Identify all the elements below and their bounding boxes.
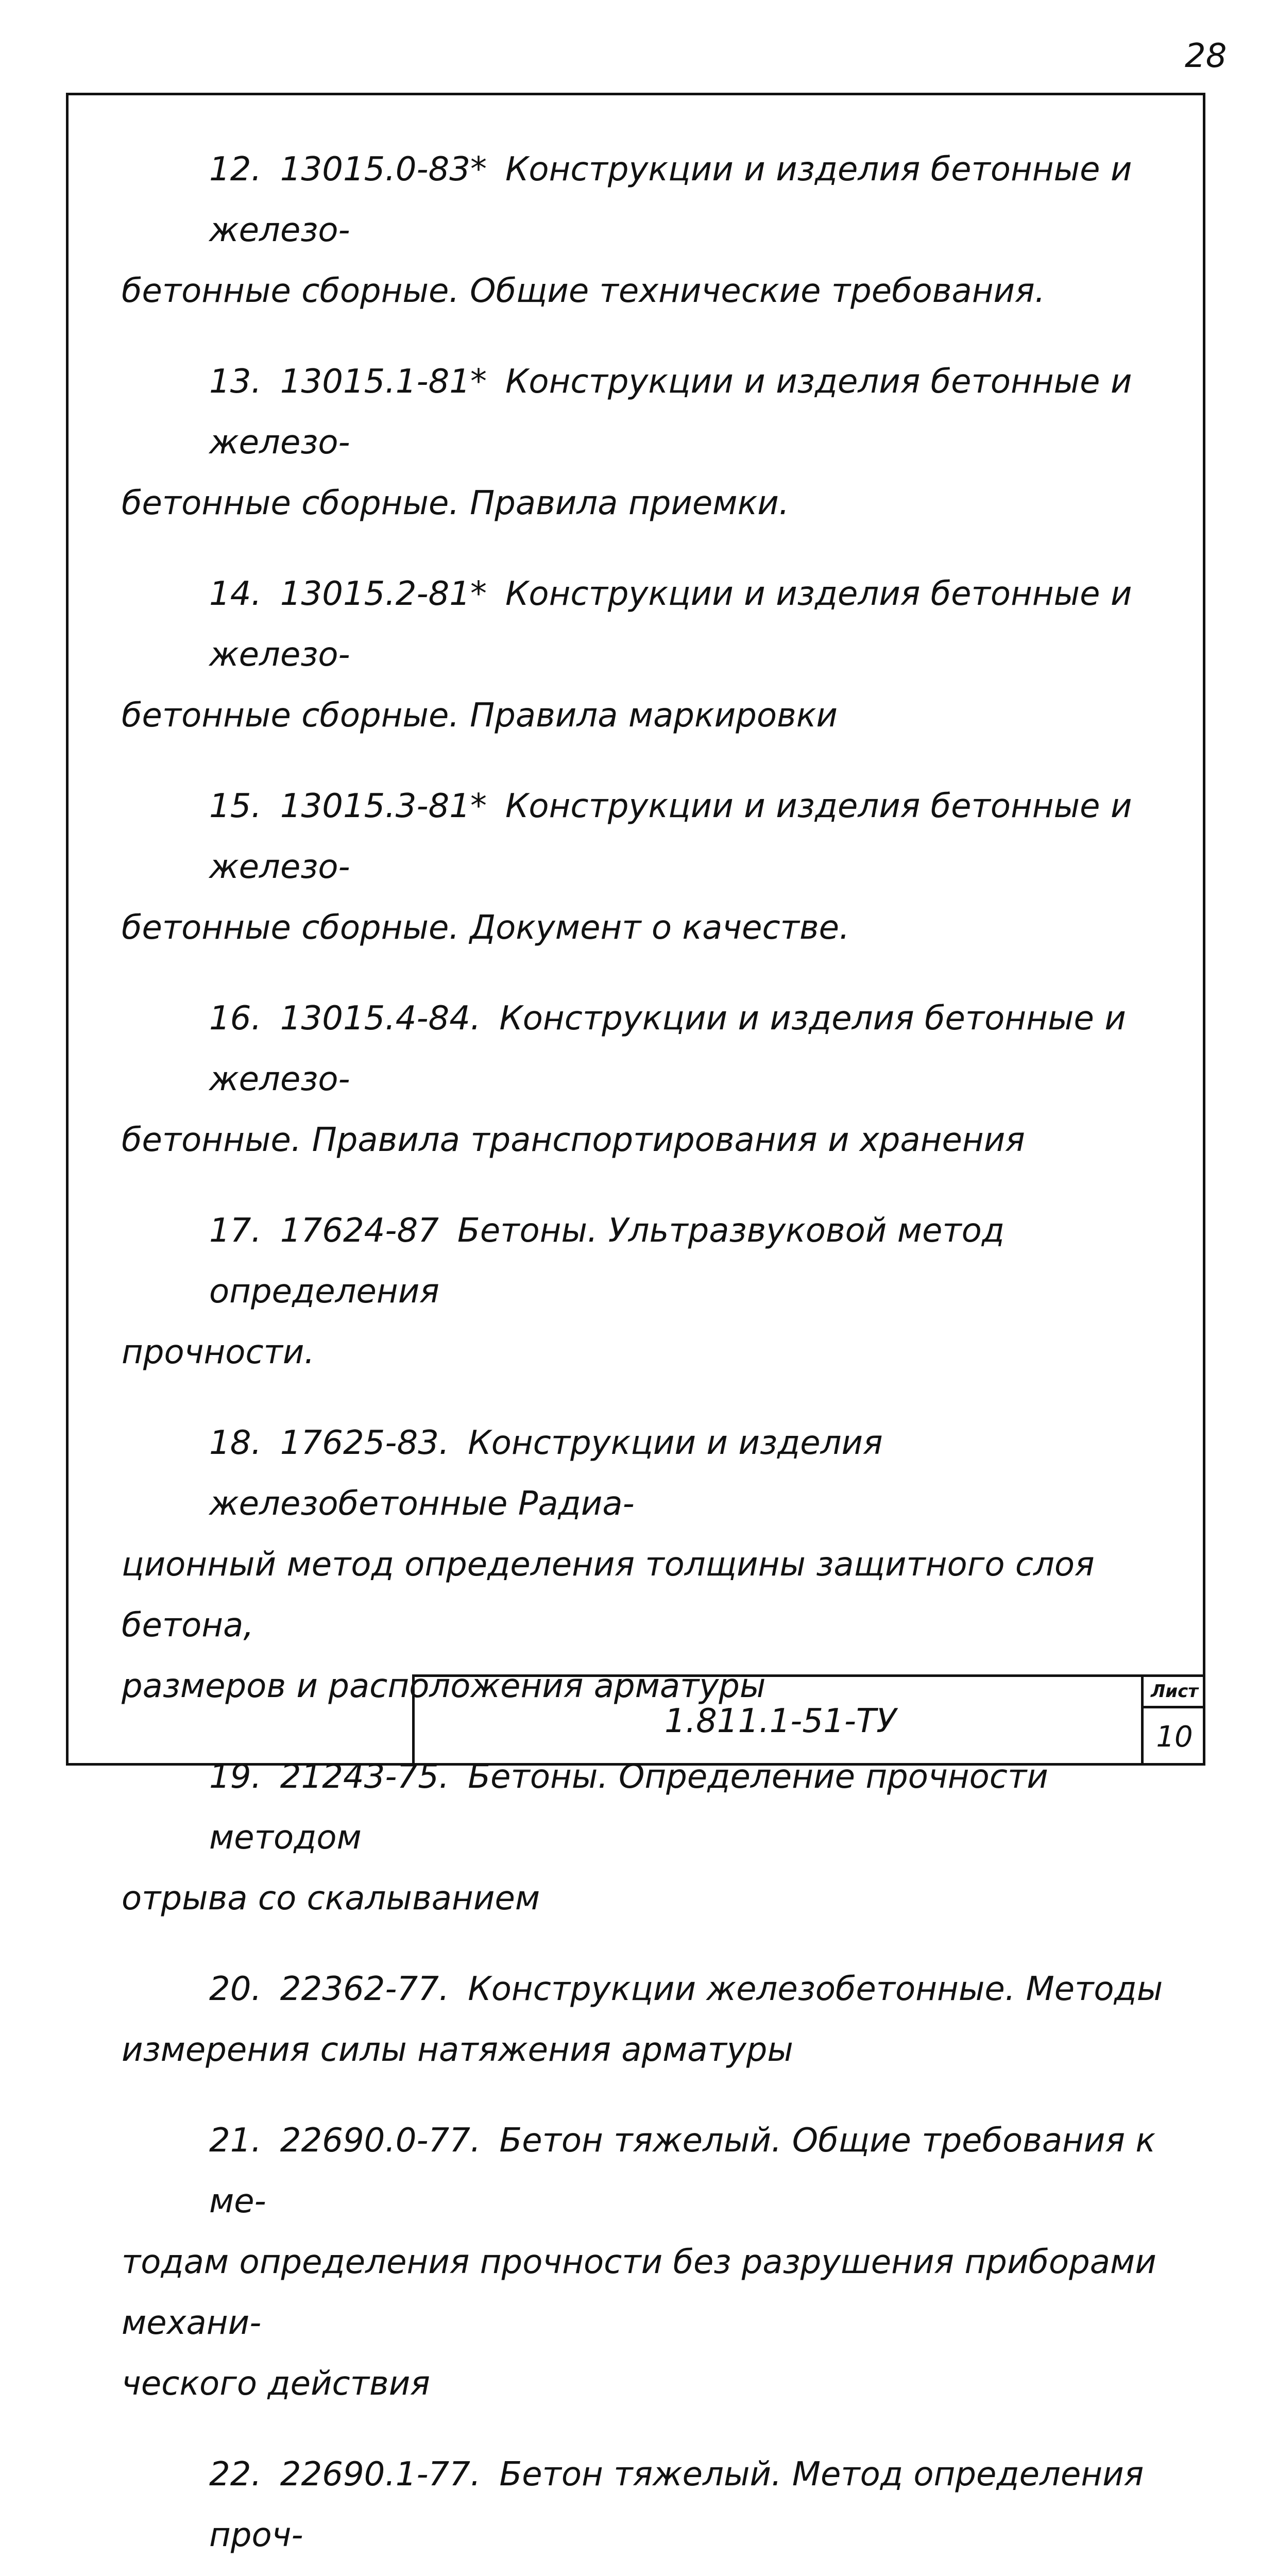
standards-list	[122, 139, 1178, 2576]
item-text: Конструкции и изделия бетонные и железо-	[209, 150, 1132, 249]
item-text: Конструкции и изделия бетонные и железо-	[209, 787, 1132, 886]
page-number: 28	[1185, 37, 1227, 75]
item-text: размеров и расположения арматуры	[122, 1667, 766, 1705]
title-block	[412, 1674, 1205, 1766]
item-text: Конструкции и изделия бетонные и железо-	[209, 999, 1126, 1098]
list-item	[122, 351, 1178, 534]
item-text: Бетоны. Ультразвуковой метод определения	[209, 1212, 1005, 1311]
list-item	[122, 1200, 1178, 1383]
item-text: ческого действия	[122, 2365, 430, 2403]
item-text: Конструкции железобетонные. Методы	[468, 1970, 1163, 2008]
standard-code: 22690.1-77.	[280, 2455, 481, 2494]
item-number: 20.	[209, 1970, 262, 2008]
item-text	[122, 2566, 1178, 2576]
document-code: 1.811.1-51-ТУ	[665, 1702, 896, 1740]
item-text: измерения силы натяжения арматуры	[122, 2031, 793, 2069]
item-number: 14.	[209, 575, 262, 613]
item-number: 16.	[209, 999, 262, 1038]
list-item	[122, 2444, 1178, 2576]
standard-code: 13015.3-81*	[280, 787, 487, 825]
standard-code: 17624-87	[280, 1212, 439, 1250]
list-item	[122, 776, 1178, 958]
item-text: Конструкции и изделия бетонные и железо-	[209, 575, 1132, 674]
sheet-number: 10	[1156, 1720, 1193, 1754]
list-item	[122, 139, 1178, 321]
item-text: Бетон тяжелый. Метод определения проч-	[209, 2455, 1144, 2554]
sheet-label: Лист	[1144, 1677, 1205, 1708]
item-number: 22.	[209, 2455, 262, 2494]
item-text: ционный метод определения толщины защитного слоя бетона,	[122, 1546, 1095, 1645]
item-text: бетонные сборные. Документ о качестве.	[122, 909, 850, 947]
item-text: отрыва со скалыванием	[122, 1879, 540, 1918]
standard-code: 13015.2-81*	[280, 575, 487, 613]
item-text: Бетоны. Определение прочности методом	[209, 1758, 1048, 1857]
standard-code: 13015.4-84.	[280, 999, 481, 1038]
item-text: тодам определения прочности без разрушения приборами механи-	[122, 2243, 1156, 2342]
item-text: бетонные сборные. Правила маркировки	[122, 697, 838, 735]
standard-code: 13015.0-83*	[280, 150, 487, 189]
list-item	[122, 1413, 1178, 1717]
item-number: 19.	[209, 1758, 262, 1796]
standard-code: 21243-75.	[280, 1758, 450, 1796]
standard-code: 22690.0-77.	[280, 2122, 481, 2160]
item-text: бетонные. Правила транспортирования и хранения	[122, 1121, 1025, 1159]
item-number: 15.	[209, 787, 262, 825]
item-text: прочности.	[122, 1333, 315, 1371]
list-item	[122, 1959, 1178, 2080]
standard-code: 17625-83.	[280, 1424, 450, 1462]
standard-code: 13015.1-81*	[280, 363, 487, 401]
item-text: Бетон тяжелый. Общие требования к ме-	[209, 2122, 1155, 2221]
list-item	[122, 564, 1178, 746]
item-number: 17.	[209, 1212, 262, 1250]
item-number: 13.	[209, 363, 262, 401]
item-number: 18.	[209, 1424, 262, 1462]
item-text: бетонные сборные. Общие технические требования.	[122, 272, 1045, 310]
item-text: Конструкции и изделия железобетонные Радиа-	[209, 1424, 883, 1523]
sheet-box	[1141, 1677, 1205, 1766]
item-text: Конструкции и изделия бетонные и железо-	[209, 363, 1132, 462]
list-item	[122, 2110, 1178, 2414]
list-item	[122, 988, 1178, 1171]
standard-code: 22362-77.	[280, 1970, 450, 2008]
item-number: 12.	[209, 150, 262, 189]
item-text: бетонные сборные. Правила приемки.	[122, 484, 790, 522]
item-number: 21.	[209, 2122, 262, 2160]
list-item	[122, 1747, 1178, 1929]
